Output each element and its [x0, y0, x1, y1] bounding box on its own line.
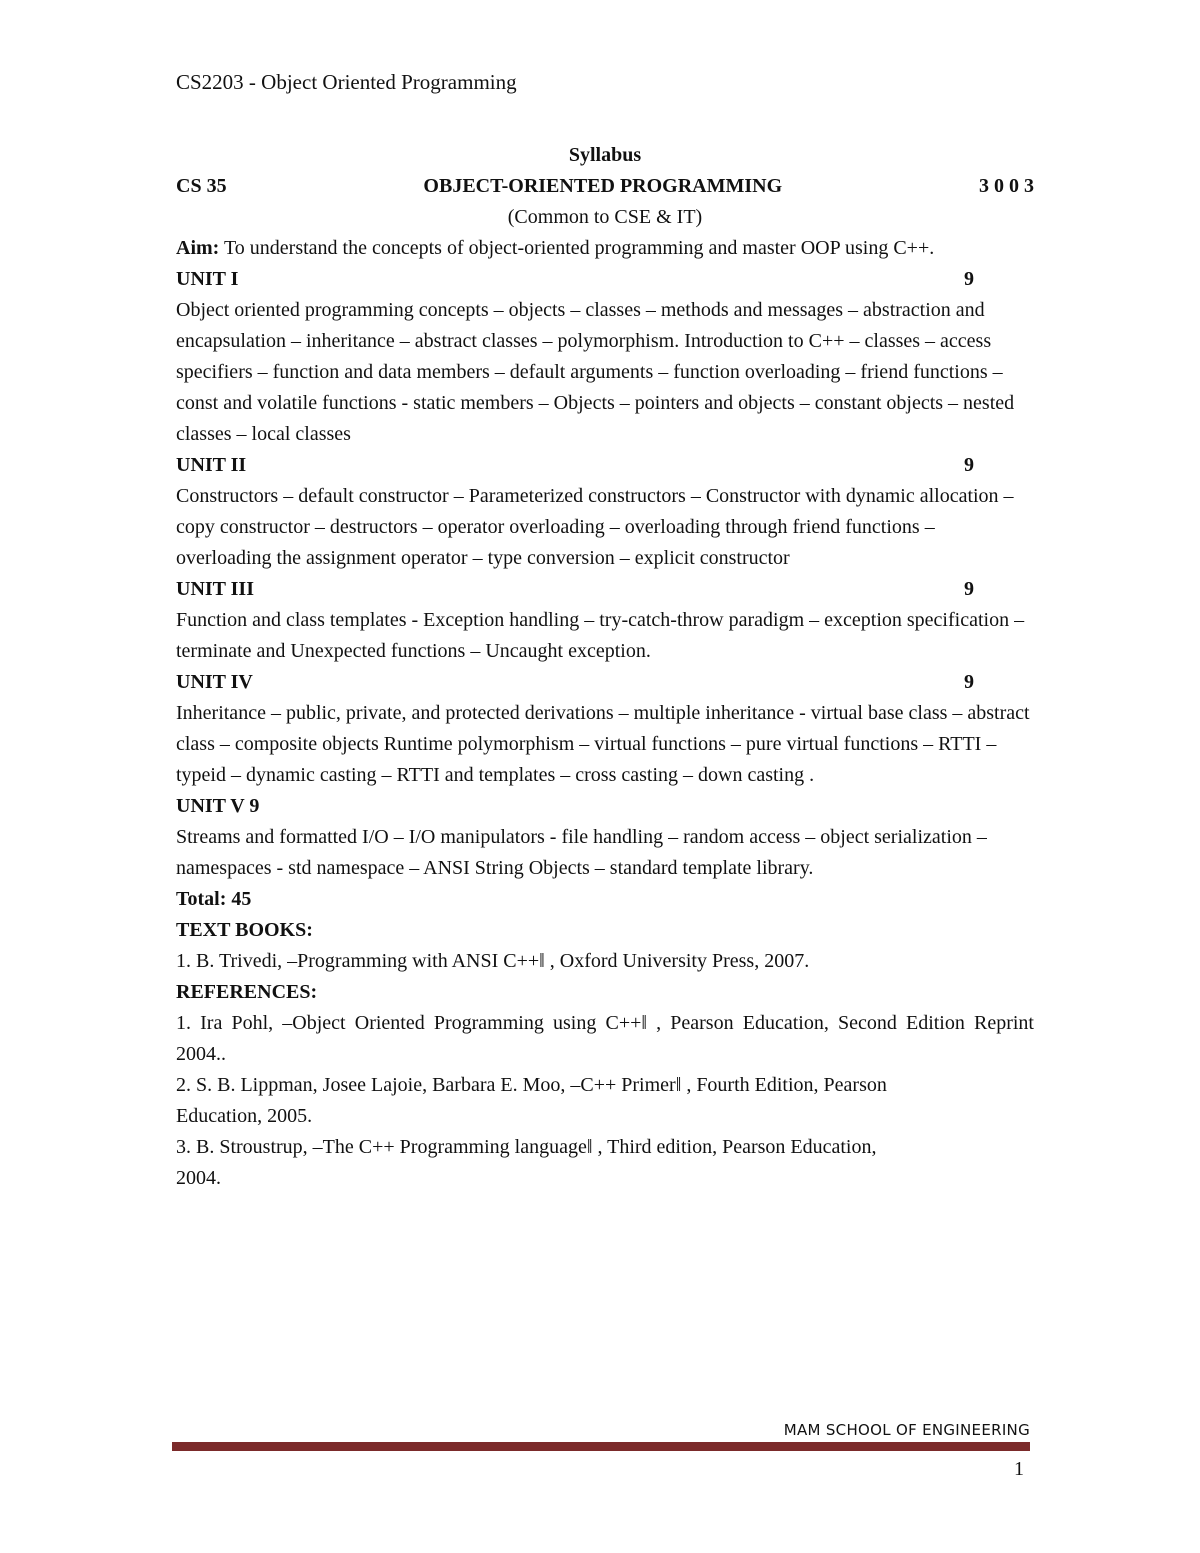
unit-text: Object oriented programming concepts – objects – classes – methods and messages – abstraction and encapsulation – inheritance – abstract classes – polymorphism. Introduction to C++ – classes – access specifiers – function and data members – default arguments – function overloading – friend functions – const and volatile functions - static members – Objects – pointers and objects – constant objects – nested classes – local classes [176, 299, 1015, 445]
page-number: 1 [1014, 1458, 1024, 1480]
unit-text: Function and class templates - Exception handling – try-catch-throw paradigm – exception specification – terminate and Unexpected functions – Uncaught exception. [176, 609, 1025, 662]
unit-title: UNIT II [176, 454, 247, 476]
reference-item: 3. B. Stroustrup, –The C++ Programming language‖ , Third edition, Pearson Education, [176, 1136, 877, 1158]
page-header: CS2203 - Object Oriented Programming [176, 70, 517, 94]
aim-text: To understand the concepts of object-oriented programming and master OOP using C++. [219, 237, 935, 259]
unit-text: Inheritance – public, private, and protected derivations – multiple inheritance - virtual base class – abstract class – composite objects Runtime polymorphism – virtual functions – pure virtual functions – RTTI – typeid – dynamic casting – RTTI and templates – cross casting – down casting . [176, 702, 1030, 786]
course-title-row [176, 171, 1034, 202]
unit-5 [176, 791, 1034, 884]
syllabus-content [176, 140, 1034, 1194]
unit-hours: 9 [964, 454, 974, 476]
aim-label: Aim: [176, 237, 220, 259]
footer-divider [172, 1442, 1030, 1451]
unit-hours: 9 [964, 578, 974, 600]
reference-item: 2. S. B. Lippman, Josee Lajoie, Barbara E. Moo, –C++ Primer‖ , Fourth Edition, Pearson [176, 1074, 887, 1096]
unit-title: UNIT III [176, 578, 254, 600]
course-credits: 3 0 0 3 [979, 175, 1034, 197]
unit-text: Constructors – default constructor – Parameterized constructors – Constructor with dynamic allocation – copy constructor – destructors – operator overloading – overloading through friend functions – overloading the assignment operator – type conversion – explicit constructor [176, 485, 1014, 569]
textbook-item: 1. B. Trivedi, –Programming with ANSI C++‖ , Oxford University Press, 2007. [176, 950, 810, 972]
reference-item: 2004. [176, 1167, 221, 1189]
unit-title: UNIT V 9 [176, 795, 260, 817]
unit-title: UNIT I [176, 268, 239, 290]
aim-paragraph [176, 233, 1034, 264]
unit-3 [176, 574, 1034, 667]
textbooks-heading: TEXT BOOKS: [176, 919, 313, 941]
unit-2 [176, 450, 1034, 574]
common-note: (Common to CSE & IT) [507, 206, 703, 228]
footer-school-name: MAM SCHOOL OF ENGINEERING [783, 1421, 1030, 1439]
reference-item: Education, 2005. [176, 1105, 313, 1127]
unit-hours: 9 [964, 268, 974, 290]
total-hours: Total: 45 [176, 888, 252, 910]
syllabus-heading: Syllabus [568, 144, 642, 166]
course-name: OBJECT-ORIENTED PROGRAMMING [423, 175, 783, 197]
unit-title: UNIT IV [176, 671, 253, 693]
references-heading: REFERENCES: [176, 981, 318, 1003]
course-code: CS 35 [176, 175, 227, 197]
unit-4 [176, 667, 1034, 791]
unit-text: Streams and formatted I/O – I/O manipulators - file handling – random access – object serialization – namespaces - std namespace – ANSI String Objects – standard template library. [176, 826, 987, 879]
unit-hours: 9 [964, 671, 974, 693]
unit-1 [176, 264, 1034, 450]
reference-item: 1. Ira Pohl, –Object Oriented Programming using C++‖ , Pearson Education, Second Edition Reprint 2004.. [176, 1012, 1034, 1065]
